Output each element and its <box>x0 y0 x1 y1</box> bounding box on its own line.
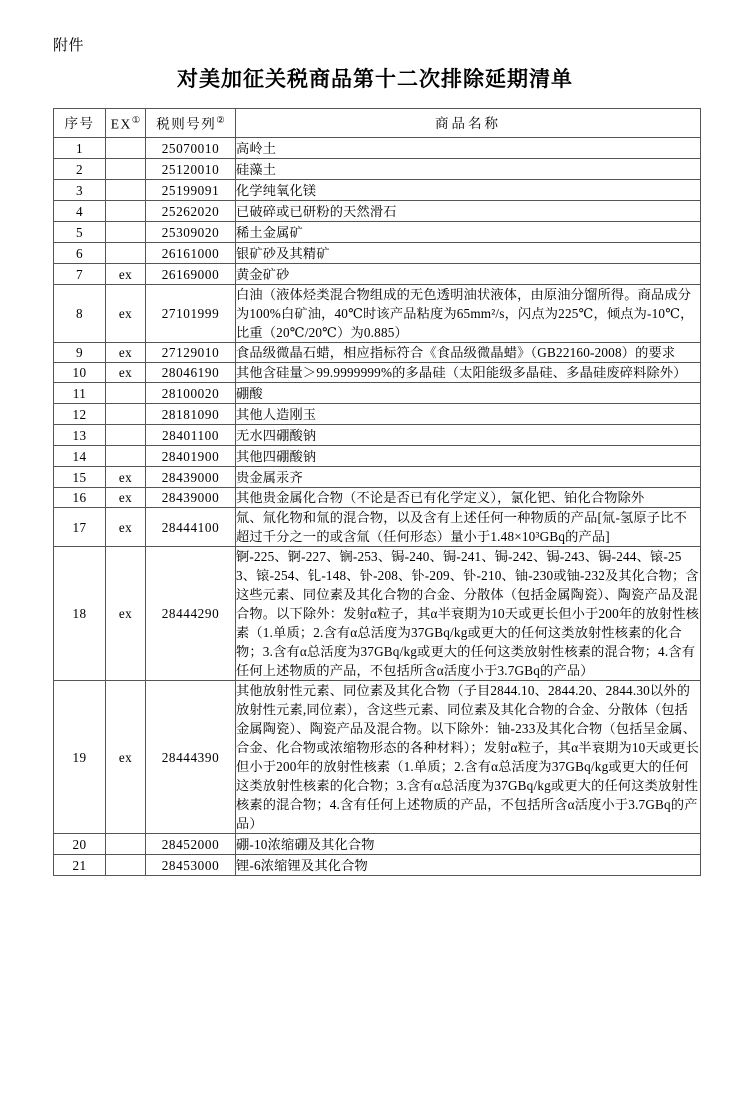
cell-tariff-code: 28181090 <box>146 404 236 425</box>
cell-ex-flag <box>106 138 146 159</box>
cell-tariff-code: 28439000 <box>146 467 236 488</box>
cell-tariff-code: 28046190 <box>146 363 236 383</box>
table-row <box>54 363 701 383</box>
cell-ex-flag: ex <box>106 488 146 508</box>
table-row <box>54 264 701 285</box>
cell-sequence: 3 <box>54 180 106 201</box>
cell-sequence: 14 <box>54 446 106 467</box>
cell-ex-flag <box>106 243 146 264</box>
cell-ex-flag: ex <box>106 508 146 547</box>
cell-product-name: 其他人造刚玉 <box>236 404 701 425</box>
cell-sequence: 19 <box>54 681 106 834</box>
cell-ex-flag <box>106 855 146 876</box>
cell-tariff-code: 25309020 <box>146 222 236 243</box>
table-row <box>54 425 701 446</box>
cell-sequence: 21 <box>54 855 106 876</box>
cell-ex-flag: ex <box>106 264 146 285</box>
table-header-row <box>54 109 701 138</box>
table-row <box>54 159 701 180</box>
cell-tariff-code: 26161000 <box>146 243 236 264</box>
cell-product-name: 其他放射性元素、同位素及其化合物（子目2844.10、2844.20、2844.30以外的放射性元素,同位素），含这些元素、同位素及其化合物的合金、分散体（包括金属陶瓷）、陶瓷产品及混合物。以下除外：铀-233及其化合物（包括呈金属、合金、化合物或浓缩物形态的各种材料）；发射α粒子，其α半衰期为10天或更长但小于200年的放射性核素（1.单质；2.含有α总活度为37GBq/kg或更大的任何这类放射性核素的化合物；3.含有α总活度为37GBq/kg或更大的任何这类放射性核素的混合物；4.含有任何上述物质的产品，不包括所含α活度小于3.7GBq的产品） <box>236 681 701 834</box>
cell-sequence: 18 <box>54 547 106 681</box>
cell-product-name: 硅藻土 <box>236 159 701 180</box>
cell-tariff-code: 25120010 <box>146 159 236 180</box>
tariff-table-container <box>53 108 700 876</box>
table-row <box>54 404 701 425</box>
table-body <box>54 138 701 876</box>
cell-tariff-code: 27101999 <box>146 285 236 343</box>
attachment-label: 附件 <box>53 36 85 54</box>
cell-tariff-code: 28100020 <box>146 383 236 404</box>
cell-product-name: 已破碎或已研粉的天然滑石 <box>236 201 701 222</box>
cell-ex-flag: ex <box>106 467 146 488</box>
cell-tariff-code: 28444290 <box>146 547 236 681</box>
cell-product-name: 其他贵金属化合物（不论是否已有化学定义），氯化钯、铂化合物除外 <box>236 488 701 508</box>
cell-ex-flag <box>106 159 146 180</box>
table-row <box>54 855 701 876</box>
table-row <box>54 243 701 264</box>
table-row <box>54 681 701 834</box>
table-row <box>54 201 701 222</box>
column-header-tariff-code-text: 税则号列 <box>156 116 217 132</box>
cell-product-name: 无水四硼酸钠 <box>236 425 701 446</box>
cell-tariff-code: 28401100 <box>146 425 236 446</box>
cell-ex-flag <box>106 383 146 404</box>
cell-product-name: 食品级微晶石蜡，相应指标符合《食品级微晶蜡》（GB22160-2008）的要求 <box>236 343 701 363</box>
cell-product-name: 硼-10浓缩硼及其化合物 <box>236 834 701 855</box>
cell-product-name: 其他含硅量＞99.9999999%的多晶硅（太阳能级多晶硅、多晶硅废碎料除外） <box>236 363 701 383</box>
cell-sequence: 2 <box>54 159 106 180</box>
cell-ex-flag <box>106 446 146 467</box>
cell-product-name: 贵金属汞齐 <box>236 467 701 488</box>
table-row <box>54 488 701 508</box>
cell-product-name: 硼酸 <box>236 383 701 404</box>
cell-ex-flag: ex <box>106 343 146 363</box>
cell-product-name: 高岭土 <box>236 138 701 159</box>
cell-sequence: 4 <box>54 201 106 222</box>
cell-sequence: 12 <box>54 404 106 425</box>
table-row <box>54 467 701 488</box>
cell-tariff-code: 28444390 <box>146 681 236 834</box>
cell-product-name: 黄金矿砂 <box>236 264 701 285</box>
cell-tariff-code: 27129010 <box>146 343 236 363</box>
cell-ex-flag <box>106 222 146 243</box>
cell-ex-flag: ex <box>106 681 146 834</box>
table-row <box>54 138 701 159</box>
table-header <box>54 109 701 138</box>
cell-product-name: 其他四硼酸钠 <box>236 446 701 467</box>
cell-sequence: 6 <box>54 243 106 264</box>
cell-product-name: 锂-6浓缩锂及其化合物 <box>236 855 701 876</box>
cell-tariff-code: 28444100 <box>146 508 236 547</box>
cell-sequence: 9 <box>54 343 106 363</box>
table-row <box>54 383 701 404</box>
cell-sequence: 17 <box>54 508 106 547</box>
cell-sequence: 15 <box>54 467 106 488</box>
table-row <box>54 222 701 243</box>
cell-tariff-code: 28453000 <box>146 855 236 876</box>
tariff-exclusion-table <box>53 108 701 876</box>
table-row <box>54 834 701 855</box>
cell-tariff-code: 28452000 <box>146 834 236 855</box>
table-row <box>54 285 701 343</box>
cell-ex-flag: ex <box>106 547 146 681</box>
cell-product-name: 氚、氚化物和氚的混合物，以及含有上述任何一种物质的产品[氚-氢原子比不超过千分之一的或含氚（任何形态）量小于1.48×10³GBq的产品] <box>236 508 701 547</box>
cell-tariff-code: 25199091 <box>146 180 236 201</box>
table-row <box>54 343 701 363</box>
cell-sequence: 16 <box>54 488 106 508</box>
column-header-ex <box>106 109 146 138</box>
column-header-ex-text: EX <box>110 116 132 132</box>
cell-ex-flag <box>106 425 146 446</box>
cell-sequence: 5 <box>54 222 106 243</box>
page-title: 对美加征关税商品第十二次排除延期清单 <box>177 67 573 91</box>
cell-product-name: 化学纯氧化镁 <box>236 180 701 201</box>
cell-sequence: 7 <box>54 264 106 285</box>
column-header-sequence: 序号 <box>54 109 106 138</box>
column-header-tariff-code <box>146 109 236 138</box>
cell-ex-flag <box>106 834 146 855</box>
table-row <box>54 547 701 681</box>
cell-tariff-code: 28439000 <box>146 488 236 508</box>
cell-sequence: 10 <box>54 363 106 383</box>
cell-ex-flag <box>106 201 146 222</box>
cell-sequence: 13 <box>54 425 106 446</box>
cell-product-name: 白油（液体烃类混合物组成的无色透明油状液体，由原油分馏所得。商品成分为100%白矿油，40℃时该产品粘度为65mm²/s，闪点为225℃，倾点为-10℃，比重（20℃/20℃）为0.885） <box>236 285 701 343</box>
cell-sequence: 11 <box>54 383 106 404</box>
cell-product-name: 银矿砂及其精矿 <box>236 243 701 264</box>
cell-product-name: 锕-225、锕-227、锎-253、锔-240、锔-241、锔-242、锔-243、锔-244、锿-253、锿-254、钆-148、钋-208、钋-209、钋-210、铀-230或铀-232及其化合物；含这些元素、同位素及其化合物的合金、分散体（包括金属陶瓷）、陶瓷产品及混合物。以下除外：发射α粒子，其α半衰期为10天或更长但小于200年的放射性核素（1.单质；2.含有α总活度为37GBq/kg或更大的任何这类放射性核素的化合物；3.含有α总活度为37GBq/kg或更大的任何这类放射性核素的混合物；4.含有任何上述物质的产品，不包括所含α活度小于3.7GBq的产品） <box>236 547 701 681</box>
cell-ex-flag <box>106 180 146 201</box>
footnote-marker-1: ① <box>131 116 141 127</box>
cell-ex-flag: ex <box>106 363 146 383</box>
cell-tariff-code: 25070010 <box>146 138 236 159</box>
table-row <box>54 508 701 547</box>
cell-tariff-code: 25262020 <box>146 201 236 222</box>
cell-sequence: 20 <box>54 834 106 855</box>
cell-sequence: 1 <box>54 138 106 159</box>
cell-tariff-code: 28401900 <box>146 446 236 467</box>
table-row <box>54 180 701 201</box>
cell-tariff-code: 26169000 <box>146 264 236 285</box>
footnote-marker-2: ② <box>216 116 225 127</box>
column-header-product-name: 商品名称 <box>236 109 701 138</box>
cell-product-name: 稀土金属矿 <box>236 222 701 243</box>
cell-sequence: 8 <box>54 285 106 343</box>
cell-ex-flag <box>106 404 146 425</box>
cell-ex-flag: ex <box>106 285 146 343</box>
table-row <box>54 446 701 467</box>
